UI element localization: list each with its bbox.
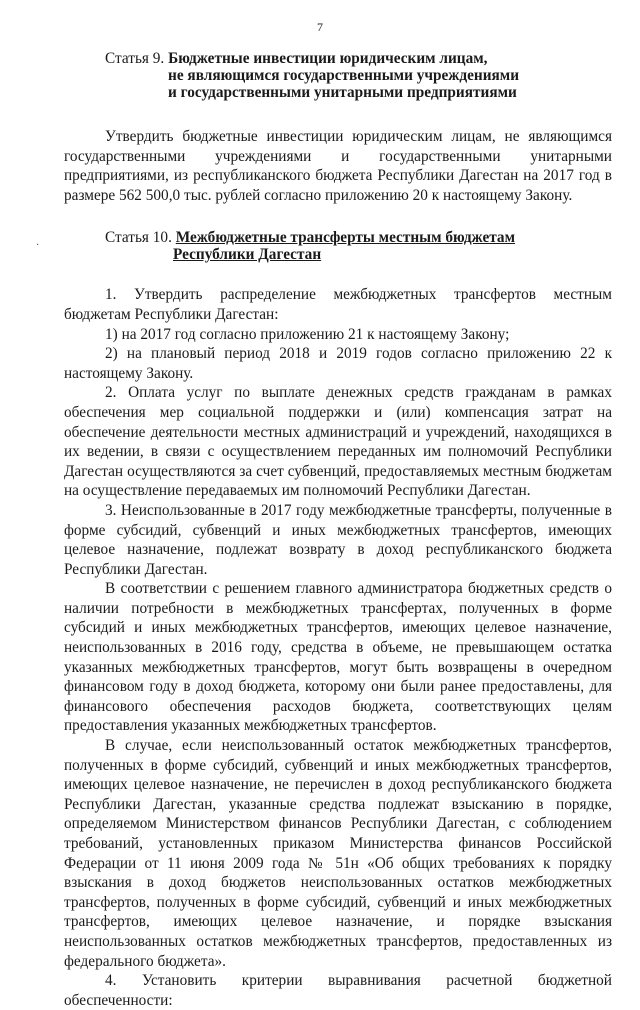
- document-body: [64, 48, 612, 1010]
- paragraph: 1. Утвердить распределение межбюджетных трансфертов местным бюджетам Республики Дагестан:: [64, 286, 612, 323]
- article-10-title-line-1: Межбюджетные трансферты местным бюджетам: [175, 229, 515, 247]
- paragraph: 4. Установить критерии выравнивания расчетной бюджетной обеспеченности:: [64, 972, 612, 1009]
- paragraph: В соответствии с решением главного администратора бюджетных средств о наличии потребности в межбюджетных трансфертах, полученных в форме субсидий и иных межбюджетных трансфертов, имеющих целевое назначение, неиспользованных в 2016 году, средства в объеме, не превышающем остатка указанных межбюджетных трансфертов, могут быть возвращены в очередном финансовом году в доход бюджета, которому они были ранее предоставлены, для финансового обеспечения расходов бюджета, соответствующих целям предоставления указанных межбюджетных трансфертов.: [64, 580, 612, 735]
- article-9-title-line-1: Бюджетные инвестиции юридическим лицам,: [168, 50, 488, 67]
- page-number: 7: [317, 20, 323, 34]
- article-9-number: Статья 9.: [105, 50, 165, 67]
- paragraph: 1) на 2017 год согласно приложению 21 к настоящему Закону;: [105, 325, 510, 343]
- article-9-body: Утвердить бюджетные инвестиции юридическим лицам, не являющимся государственными учреждениями и государственными унитарными предприятиями, из республиканского бюджета Республики Дагестан на 2017 год в размере 562 500,0 тыс. рублей согласно приложению 20 к настоящему Закону.: [64, 128, 612, 204]
- article-10-title-line-2: Республики Дагестан: [173, 246, 322, 264]
- article-10-heading: [105, 229, 612, 263]
- paragraph: 2) на плановый период 2018 и 2019 годов согласно приложению 22 к настоящему Закону.: [64, 345, 612, 382]
- article-9-heading: [105, 50, 612, 101]
- article-9-title-line-2: не являющимся государственными учреждениями: [168, 67, 520, 84]
- paragraph: 2. Оплата услуг по выплате денежных средств гражданам в рамках обеспечения мер социальной поддержки и (или) компенсация затрат на обеспечение деятельности местных администраций и учреждений, находящихся в их ведении, в связи с осуществлением переданных им полномочий Республики Дагестан осуществляются за счет субвенций, предоставляемых местным бюджетам на осуществление передаваемых им полномочий Республики Дагестан.: [64, 384, 612, 500]
- article-10-number: Статья 10.: [105, 229, 172, 247]
- paragraph: В случае, если неиспользованный остаток межбюджетных трансфертов, полученных в форме субсидий, субвенций и иных межбюджетных трансфертов, имеющих целевое назначение, не перечислен в доход республиканского бюджета Республики Дагестан, указанные средства подлежат взысканию в порядке, определяемом Министерством финансов Республики Дагестан, с соблюдением требований, установленных приказом Министерства финансов Российской Федерации от 11 июня 2009 года № 51н «Об общих требованиях к порядку взыскания в доход бюджетов неиспользованных остатков межбюджетных трансфертов, полученных в форме субсидий, субвенций и иных межбюджетных трансфертов, имеющих целевое назначение, и порядке взыскания неиспользованных остатков межбюджетных трансфертов, предоставленных из федерального бюджета».: [64, 737, 612, 970]
- paragraph: 3. Неиспользованные в 2017 году межбюджетные трансферты, полученные в форме субсидий, субвенций и иных межбюджетных трансфертов, имеющих целевое назначение, подлежат возврату в доход республиканского бюджета Республики Дагестан.: [64, 501, 612, 578]
- margin-mark: ·: [36, 240, 40, 251]
- article-9-title-line-3: и государственными унитарными предприятиями: [168, 84, 517, 101]
